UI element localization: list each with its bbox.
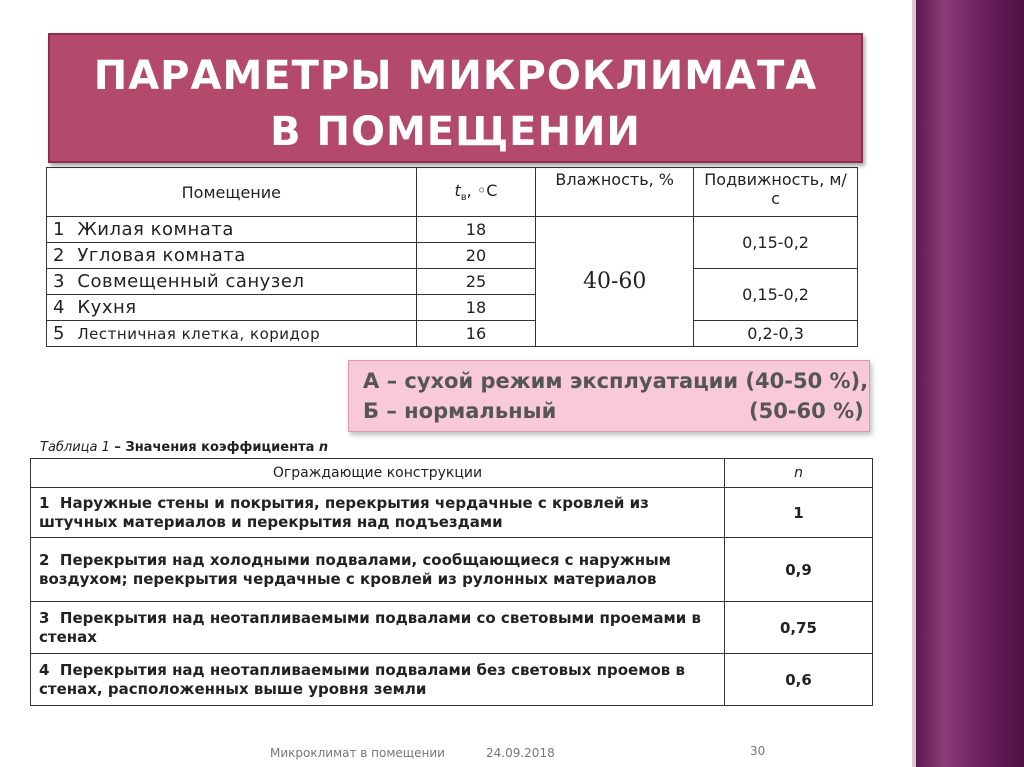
temp-symbol: t — [454, 180, 461, 200]
mode-line-2-label: Б – нормальный — [363, 399, 557, 423]
title-line-1: ПАРАМЕТРЫ МИКРОКЛИМАТА — [93, 53, 818, 99]
mode-line-2-range: (50-60 %) — [749, 399, 864, 423]
structure-number: 4 — [39, 660, 50, 679]
caption-text: – Значения коэффициента — [109, 440, 319, 455]
structure-text: Перекрытия над неотапливаемыми подвалами без световых проемов в стенах, расположенных выше уровня земли — [39, 660, 685, 698]
footer-date: 24.09.2018 — [486, 746, 555, 760]
temp-unit: , ◦С — [466, 180, 498, 200]
caption-symbol: n — [318, 440, 329, 455]
room-name: Жилая комната — [77, 219, 234, 240]
room-name: Лестничная клетка, коридор — [77, 325, 321, 343]
room-row-3 — [47, 269, 417, 295]
title-banner — [48, 33, 863, 163]
room-temp: 18 — [416, 217, 536, 243]
header-humidity: Влажность, % — [536, 168, 694, 217]
humidity-value: 40-60 — [536, 217, 694, 347]
header-mobility: Подвижность, м/с — [694, 168, 858, 217]
room-row-5 — [47, 321, 417, 347]
decorative-right-band — [916, 0, 1024, 767]
structure-number: 2 — [39, 550, 50, 569]
room-temp: 25 — [416, 269, 536, 295]
structure-row-3 — [31, 602, 725, 654]
room-temp: 20 — [416, 243, 536, 269]
microclimate-table — [46, 167, 858, 347]
room-name: Угловая комната — [77, 245, 246, 266]
coefficient-value: 0,6 — [725, 654, 873, 706]
table-caption — [40, 440, 328, 455]
room-temp: 16 — [416, 321, 536, 347]
structure-row-1 — [31, 488, 725, 538]
structure-row-2 — [31, 538, 725, 602]
temp-subscript: в — [460, 192, 467, 204]
mobility-value-2: 0,15-0,2 — [694, 269, 858, 321]
room-name: Кухня — [77, 297, 137, 318]
structure-text: Перекрытия над неотапливаемыми подвалами со световыми проемами в стенах — [39, 608, 701, 646]
header-n: n — [725, 459, 873, 488]
mobility-value-3: 0,2-0,3 — [694, 321, 858, 347]
header-room: Помещение — [47, 168, 417, 217]
coefficient-value: 0,9 — [725, 538, 873, 602]
room-number: 2 — [53, 245, 65, 266]
structure-text: Наружные стены и покрытия, перекрытия чердачные с кровлей из штучных материалов и перекрытия над подъездами — [39, 493, 649, 531]
room-row-4 — [47, 295, 417, 321]
room-row-1 — [47, 217, 417, 243]
coefficient-table — [30, 458, 873, 706]
structure-text: Перекрытия над холодными подвалами, сообщающиеся с наружным воздухом; перекрытия чердачные с кровлей из рулонных материалов — [39, 550, 671, 588]
room-number: 5 — [53, 323, 65, 344]
structure-number: 3 — [39, 608, 50, 627]
footer-page-number: 30 — [750, 744, 766, 758]
structure-row-4 — [31, 654, 725, 706]
room-number: 1 — [53, 219, 65, 240]
header-structures: Ограждающие конструкции — [31, 459, 725, 488]
room-number: 3 — [53, 271, 65, 292]
mobility-value-1: 0,15-0,2 — [694, 217, 858, 269]
room-temp: 18 — [416, 295, 536, 321]
footer-subject: Микроклимат в помещении — [270, 746, 445, 760]
room-number: 4 — [53, 297, 65, 318]
header-temperature — [416, 168, 536, 217]
title-line-2: В ПОМЕЩЕНИИ — [270, 109, 641, 155]
structure-number: 1 — [39, 493, 50, 512]
room-name: Совмещенный санузел — [77, 271, 305, 292]
mode-line-1: А – сухой режим эксплуатации (40-50 %), — [363, 369, 869, 393]
caption-label: Таблица 1 — [40, 440, 110, 455]
coefficient-value: 1 — [725, 488, 873, 538]
coefficient-value: 0,75 — [725, 602, 873, 654]
room-row-2 — [47, 243, 417, 269]
operating-mode-note — [348, 360, 870, 432]
